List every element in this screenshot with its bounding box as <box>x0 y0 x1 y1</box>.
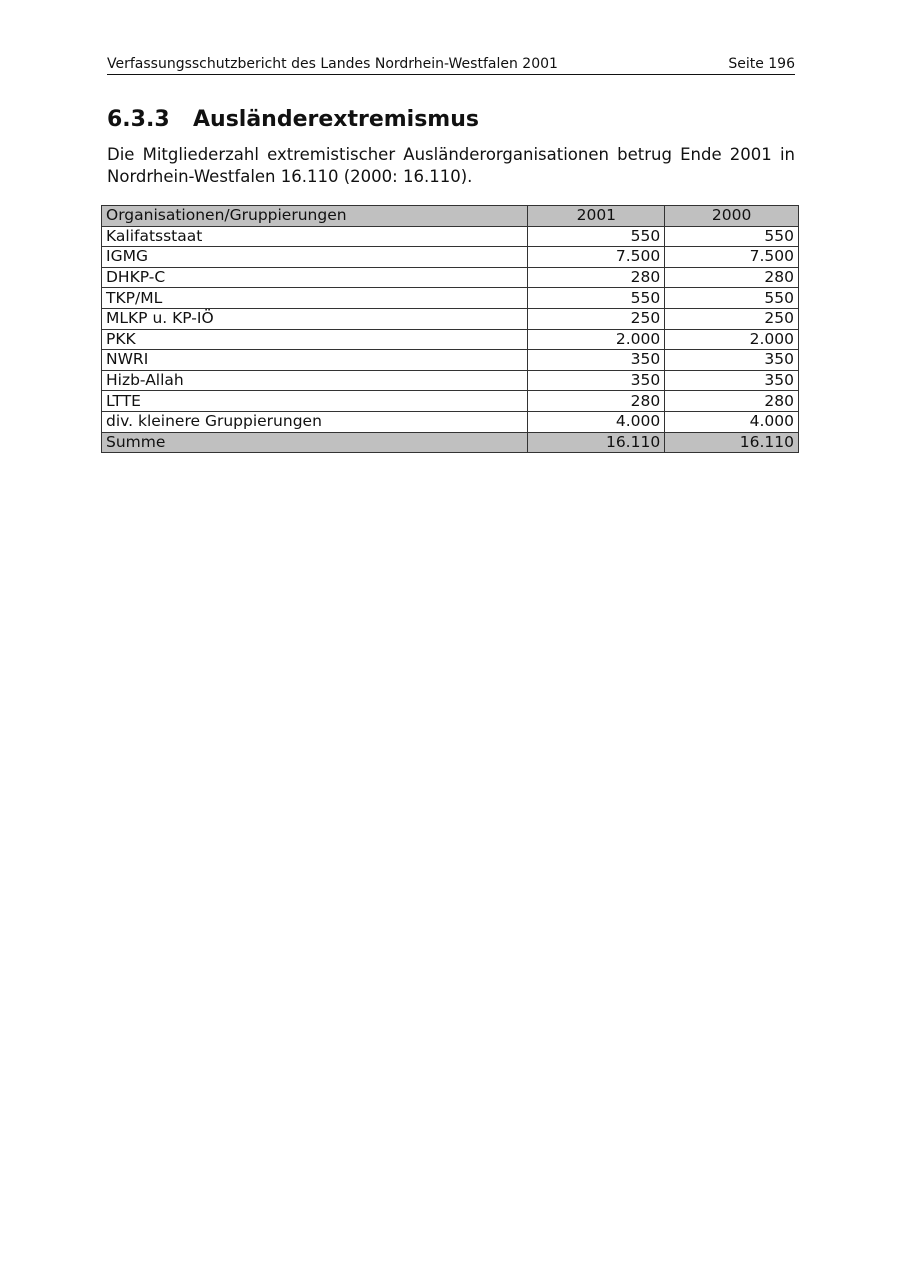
table-header-row <box>102 206 799 227</box>
page-number: Seite 196 <box>728 56 795 72</box>
organization-cell: TKP/ML <box>102 288 528 309</box>
value-2001-cell: 16.110 <box>528 432 665 453</box>
organization-cell: Organisationen/Gruppierungen <box>102 206 528 227</box>
value-2001-cell: 250 <box>528 308 665 329</box>
value-2000-cell: 550 <box>665 226 799 247</box>
table-row <box>102 308 799 329</box>
value-2000-cell: 2.000 <box>665 329 799 350</box>
organization-cell: MLKP u. KP-IÖ <box>102 308 528 329</box>
value-2000-cell: 350 <box>665 350 799 371</box>
header-title: Verfassungsschutzbericht des Landes Nordrhein-Westfalen 2001 <box>107 56 558 72</box>
value-2001-cell: 280 <box>528 267 665 288</box>
table-row <box>102 391 799 412</box>
value-2001-cell: 2001 <box>528 206 665 227</box>
value-2000-cell: 280 <box>665 391 799 412</box>
value-2000-cell: 2000 <box>665 206 799 227</box>
body-paragraph: Die Mitgliederzahl extremistischer Ausländerorganisationen betrug Ende 2001 in Nordrhein-Westfalen 16.110 (2000: 16.110). <box>107 145 795 186</box>
table-row <box>102 288 799 309</box>
section-number: 6.3.3 <box>107 107 170 132</box>
table-row <box>102 247 799 268</box>
value-2001-cell: 550 <box>528 288 665 309</box>
table-row <box>102 329 799 350</box>
value-2001-cell: 550 <box>528 226 665 247</box>
organization-cell: LTTE <box>102 391 528 412</box>
value-2000-cell: 4.000 <box>665 411 799 432</box>
table-row <box>102 370 799 391</box>
table-row <box>102 411 799 432</box>
section-title: Ausländerextremismus <box>193 107 479 132</box>
section-heading <box>107 107 479 132</box>
membership-table <box>101 205 799 453</box>
organization-cell: PKK <box>102 329 528 350</box>
value-2000-cell: 250 <box>665 308 799 329</box>
value-2001-cell: 2.000 <box>528 329 665 350</box>
value-2000-cell: 7.500 <box>665 247 799 268</box>
organization-cell: NWRI <box>102 350 528 371</box>
organization-cell: Hizb-Allah <box>102 370 528 391</box>
value-2000-cell: 550 <box>665 288 799 309</box>
organization-cell: DHKP-C <box>102 267 528 288</box>
value-2001-cell: 350 <box>528 370 665 391</box>
table-row <box>102 226 799 247</box>
value-2001-cell: 350 <box>528 350 665 371</box>
organization-cell: Kalifatsstaat <box>102 226 528 247</box>
table-row <box>102 350 799 371</box>
value-2001-cell: 7.500 <box>528 247 665 268</box>
value-2000-cell: 350 <box>665 370 799 391</box>
table-total-row <box>102 432 799 453</box>
table-row <box>102 267 799 288</box>
organization-cell: Summe <box>102 432 528 453</box>
value-2001-cell: 4.000 <box>528 411 665 432</box>
value-2000-cell: 280 <box>665 267 799 288</box>
organization-cell: IGMG <box>102 247 528 268</box>
value-2001-cell: 280 <box>528 391 665 412</box>
organization-cell: div. kleinere Gruppierungen <box>102 411 528 432</box>
value-2000-cell: 16.110 <box>665 432 799 453</box>
running-header <box>107 52 795 75</box>
